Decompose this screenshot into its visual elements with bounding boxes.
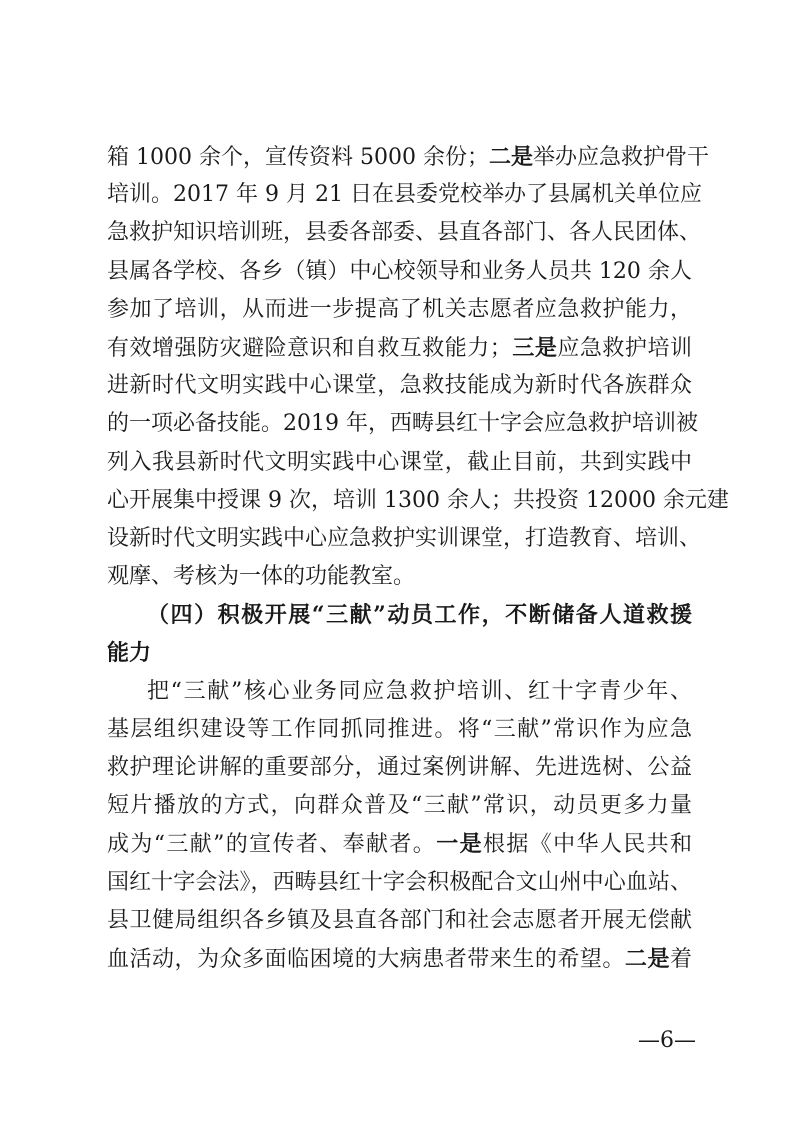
body-line: 进新时代文明实践中心课堂，急救技能成为新时代各族群众 [107,373,692,398]
body-line: 设新时代文明实践中心应急救护实训课堂，打造教育、培训、 [107,526,702,551]
emphasis-text: 一是 [436,831,483,857]
body-line: 成为“三献”的宣传者、奉献者。一是根据《中华人民共和 [107,831,692,857]
body-line: 观摩、考核为一体的功能教室。 [107,564,416,589]
body-line: 参加了培训，从而进一步提高了机关志愿者应急救护能力， [107,297,692,322]
body-line: 县卫健局组织各乡镇及县直各部门和社会志愿者开展无偿献 [107,908,692,933]
body-line: 箱 1000 余个，宣传资料 5000 余份；二是举办应急救护骨干 [107,144,709,170]
page-number: —6— [638,1028,696,1053]
body-line: 培训。2017 年 9 月 21 日在县委党校举办了县属机关单位应 [107,182,702,207]
body-line: 心开展集中授课 9 次，培训 1300 余人；共投资 12000 余元建 [107,488,729,513]
emphasis-text: 三是 [511,335,558,361]
section-heading-continued: 能力 [107,640,152,666]
emphasis-text: 二是 [488,144,533,170]
body-line: 县属各学校、各乡（镇）中心校领导和业务人员共 120 余人 [107,259,692,284]
body-line: 把“三献”核心业务同应急救护培训、红十字青少年、 [147,679,692,704]
emphasis-text: 二是 [624,946,670,972]
body-line: 有效增强防灾避险意识和自救互救能力；三是应急救护培训 [107,335,692,361]
section-heading: （四）积极开展“三献”动员工作，不断储备人道救援 [147,602,692,628]
body-line: 国红十字会法》，西畴县红十字会积极配合文山州中心血站、 [107,870,692,895]
body-line: 急救护知识培训班，县委各部委、县直各部门、各人民团体、 [107,220,702,245]
body-line: 的一项必备技能。2019 年，西畴县红十字会应急救护培训被 [107,411,698,436]
body-line: 血活动，为众多面临困境的大病患者带来生的希望。二是着 [107,946,692,972]
body-line: 基层组织建设等工作同抓同推进。将“三献”常识作为应急 [107,717,692,742]
body-line: 短片播放的方式，向群众普及“三献”常识，动员更多力量 [107,793,692,818]
body-line: 救护理论讲解的重要部分，通过案例讲解、先进选树、公益 [107,755,692,780]
body-line: 列入我县新时代文明实践中心课堂，截止目前，共到实践中 [107,450,692,475]
